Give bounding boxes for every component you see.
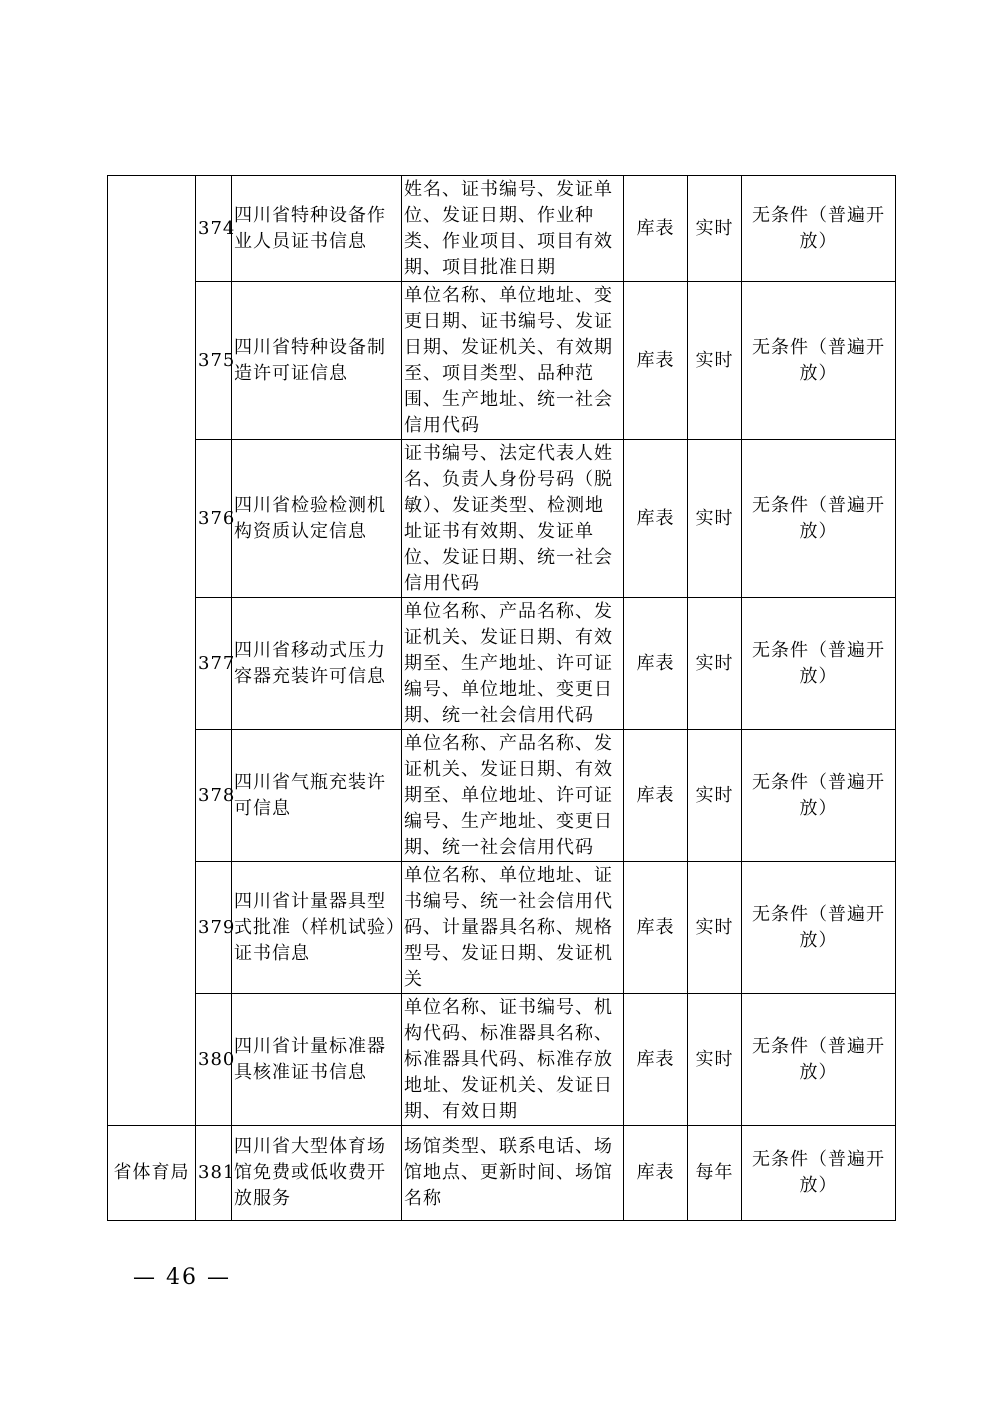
data-fields: 单位名称、产品名称、发证机关、发证日期、有效期至、单位地址、许可证编号、生产地址、变更日期、统一社会信用代码 [402, 730, 624, 862]
row-number: 380 [196, 994, 232, 1126]
department-cell: 省体育局 [108, 1126, 196, 1221]
update-frequency: 实时 [688, 730, 742, 862]
open-condition: 无条件（普遍开放） [742, 730, 896, 862]
data-fields: 姓名、证书编号、发证单位、发证日期、作业种类、作业项目、项目有效期、项目批准日期 [402, 176, 624, 282]
data-fields: 单位名称、证书编号、机构代码、标准器具名称、标准器具代码、标准存放地址、发证机关、发证日期、有效日期 [402, 994, 624, 1126]
table-row [108, 440, 896, 598]
resource-name: 四川省特种设备作业人员证书信息 [232, 176, 402, 282]
row-number: 375 [196, 282, 232, 440]
resource-name: 四川省移动式压力容器充装许可信息 [232, 598, 402, 730]
row-number: 377 [196, 598, 232, 730]
open-condition: 无条件（普遍开放） [742, 994, 896, 1126]
table-row [108, 176, 896, 282]
data-fields: 单位名称、单位地址、变更日期、证书编号、发证日期、发证机关、有效期至、项目类型、品种范围、生产地址、统一社会信用代码 [402, 282, 624, 440]
data-fields: 场馆类型、联系电话、场馆地点、更新时间、场馆名称 [402, 1126, 624, 1221]
share-type: 库表 [624, 176, 688, 282]
row-number: 376 [196, 440, 232, 598]
row-number: 379 [196, 862, 232, 994]
table-row [108, 1126, 896, 1221]
update-frequency: 每年 [688, 1126, 742, 1221]
update-frequency: 实时 [688, 862, 742, 994]
update-frequency: 实时 [688, 994, 742, 1126]
data-fields: 证书编号、法定代表人姓名、负责人身份号码（脱敏）、发证类型、检测地址证书有效期、发证单位、发证日期、统一社会信用代码 [402, 440, 624, 598]
share-type: 库表 [624, 282, 688, 440]
share-type: 库表 [624, 1126, 688, 1221]
resource-name: 四川省气瓶充装许可信息 [232, 730, 402, 862]
resource-name: 四川省计量器具型式批准（样机试验）证书信息 [232, 862, 402, 994]
open-condition: 无条件（普遍开放） [742, 282, 896, 440]
share-type: 库表 [624, 994, 688, 1126]
resource-name: 四川省特种设备制造许可证信息 [232, 282, 402, 440]
table-row [108, 598, 896, 730]
open-condition: 无条件（普遍开放） [742, 1126, 896, 1221]
table-row [108, 730, 896, 862]
update-frequency: 实时 [688, 598, 742, 730]
row-number: 381 [196, 1126, 232, 1221]
open-condition: 无条件（普遍开放） [742, 176, 896, 282]
open-condition: 无条件（普遍开放） [742, 598, 896, 730]
table-row [108, 862, 896, 994]
resource-name: 四川省计量标准器具核准证书信息 [232, 994, 402, 1126]
row-number: 378 [196, 730, 232, 862]
share-type: 库表 [624, 862, 688, 994]
data-fields: 单位名称、产品名称、发证机关、发证日期、有效期至、生产地址、许可证编号、单位地址、变更日期、统一社会信用代码 [402, 598, 624, 730]
department-cell [108, 176, 196, 1126]
share-type: 库表 [624, 440, 688, 598]
data-catalog-table [107, 175, 896, 1221]
page-number: — 46 — [133, 1265, 231, 1290]
update-frequency: 实时 [688, 440, 742, 598]
update-frequency: 实时 [688, 176, 742, 282]
update-frequency: 实时 [688, 282, 742, 440]
data-fields: 单位名称、单位地址、证书编号、统一社会信用代码、计量器具名称、规格型号、发证日期、发证机关 [402, 862, 624, 994]
share-type: 库表 [624, 598, 688, 730]
resource-name: 四川省检验检测机构资质认定信息 [232, 440, 402, 598]
open-condition: 无条件（普遍开放） [742, 440, 896, 598]
table-row [108, 282, 896, 440]
table-row [108, 994, 896, 1126]
resource-name: 四川省大型体育场馆免费或低收费开放服务 [232, 1126, 402, 1221]
row-number: 374 [196, 176, 232, 282]
open-condition: 无条件（普遍开放） [742, 862, 896, 994]
share-type: 库表 [624, 730, 688, 862]
